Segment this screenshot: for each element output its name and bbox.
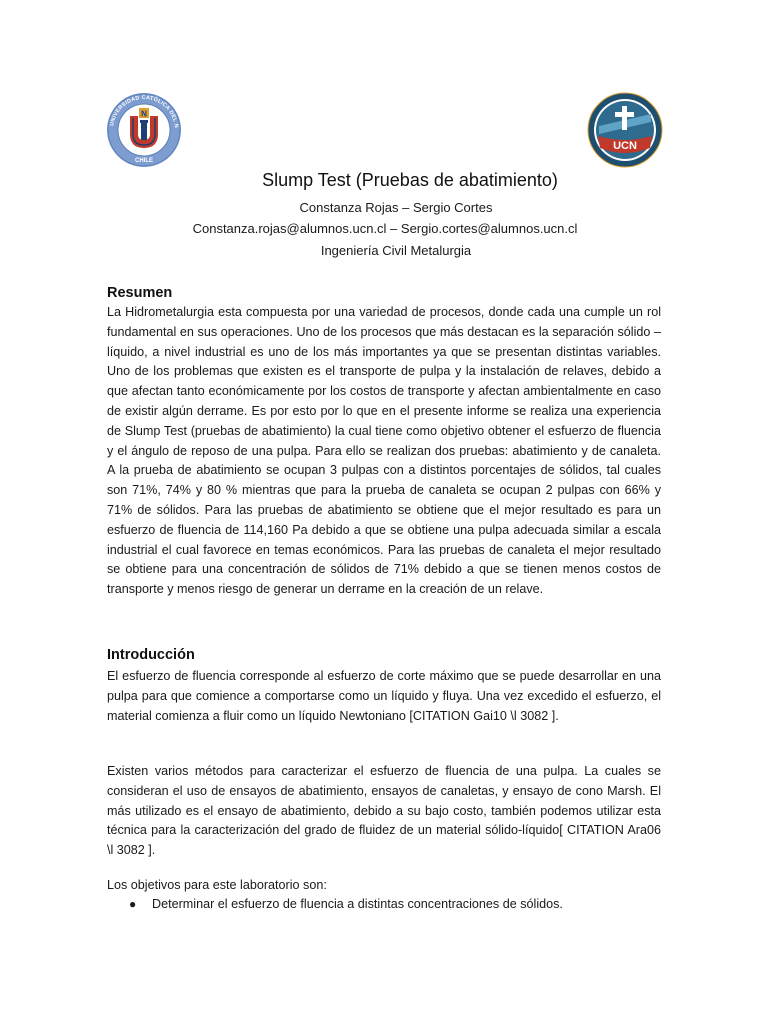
resumen-paragraph: La Hidrometalurgia esta compuesta por una variedad de procesos, donde cada una cumple un rol fundamental en sus operaciones. Uno de los procesos que más destacan es la separación sólido – líquido, a nivel industrial es uno de los más importantes ya que se presentan distintas variables. Uno de los problemas que existen es el transporte de pulpa y la instalación de relaves, debido a que afectan tanto económicamente por los costos de transporte y afectan ambientalmente en caso de existir algún derrame. Es por esto por lo que en el presente informe se realiza una experiencia de Slump Test (pruebas de abatimiento) la cual tiene como objetivo obtener el esfuerzo de fluencia y el ángulo de reposo de una pulpa. Para ello se realizan dos pruebas: abatimiento y de canaleta. A la prueba de abatimiento se ocupan 3 pulpas con a distintos porcentajes de sólidos, tal cuales son 71%, 74% y 80 % mientras que para la prueba de canaleta se ocupan 2 pulpas con 66% y 71% de sólidos. Para las pruebas de abatimiento se obtiene que el mejor resultado es para un esfuerzo de fluencia de 114,160 Pa debido a que se obtiene una pulpa adecuada similar a escala industrial el cual favorece en temas económicos. Para las pruebas de canaleta el mejor resultado se obtiene para una concentración de sólidos de 71% debido a que se tienen menos costos de transporte y menos riesgo de generar un derrame en la creación de un relave. [107,305,661,597]
resumen-heading: Resumen [107,285,173,301]
svg-text:CHILE: CHILE [135,158,153,164]
document-title: Slump Test (Pruebas de abatimiento) [262,170,558,190]
introduccion-heading: Introducción [107,647,195,663]
svg-text:N: N [141,109,147,119]
introduccion-paragraph-1: El esfuerzo de fluencia corresponde al esfuerzo de corte máximo que se puede desarrollar en una pulpa para que comience a comportarse como un líquido y fluya. Una vez excedido el esfuerzo, el material comienza a fluir como un líquido Newtoniano [CITATION Gai10 \l 3082 ]. [107,669,661,723]
department: Ingeniería Civil Metalurgia [320,243,472,258]
objective-text: Determinar el esfuerzo de fluencia a distintas concentraciones de sólidos. [152,897,563,911]
authors: Constanza Rojas – Sergio Cortes [299,200,493,215]
author-emails: Constanza.rojas@alumnos.ucn.cl – Sergio.cortes@alumnos.ucn.cl [192,221,578,236]
svg-text:UCN: UCN [613,140,637,152]
objectives-list [107,895,661,915]
list-item [107,895,661,915]
universidad-catolica-del-norte-seal-icon [106,92,182,168]
introduccion-paragraph-2: Existen varios métodos para caracterizar el esfuerzo de fluencia de una pulpa. La cuales se consideran el uso de ensayos de abatimiento, ensayos de canaletas, y ensayo de cono Marsh. El más utilizado es el ensayo de abatimiento, debido a su bajo costo, también podemos utilizar esta técnica para la caracterización del grado de fluidez de un material sólido-líquido[ CITATION Ara06 \l 3082 ]. [107,764,661,858]
svg-text:UNIVERSIDAD CATÓLICA DEL NORTE: UNIVERSIDAD CATÓLICA DEL N [109,94,179,129]
objectives-intro: Los objetivos para este laboratorio son: [107,878,327,892]
ucn-engineering-seal-icon [587,92,663,168]
bullet-icon: ● [129,897,137,911]
